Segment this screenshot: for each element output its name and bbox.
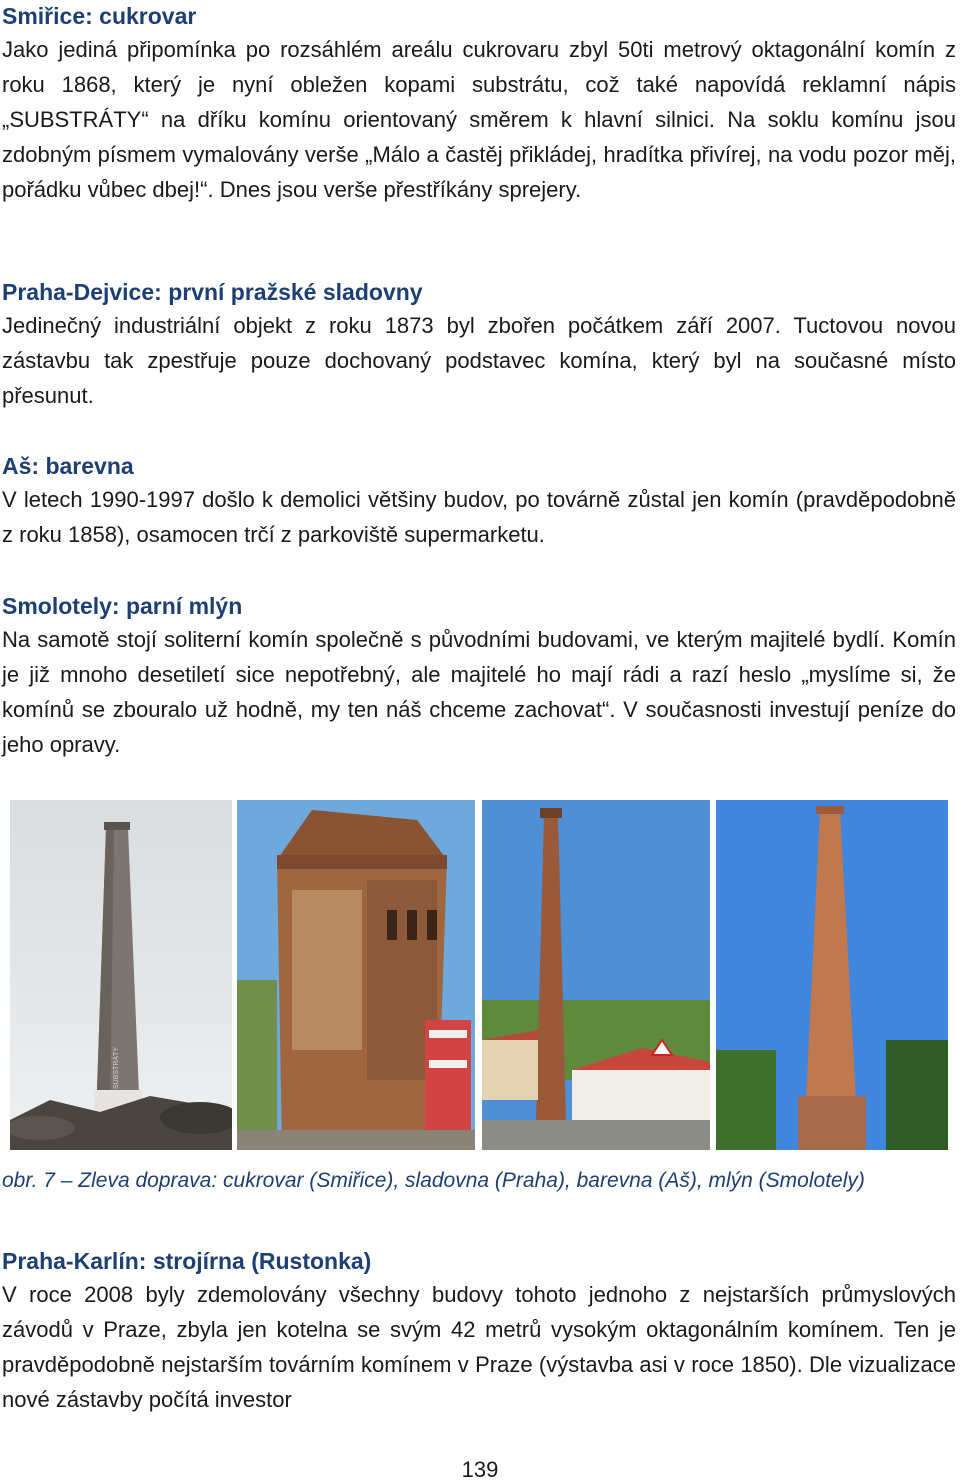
section-text: Jako jediná připomínka po rozsáhlém areálu cukrovaru zbyl 50ti metrový oktagonální komín z roku 1868, který je nyní obležen kopami substrátu, což také napovídá reklamní nápis „SUBSTRÁTY“ na dříku komínu orientovaný směrem k hlavní silnici. Na soklu komínu jsou zdobným písmem vymalovány verše „Málo a častěj přikládej, hradítka přivírej, na vodu pozor měj, pořádku vůbec dbej!“. Dnes jsou verše přestříkány sprejery. — [2, 37, 956, 202]
section-text: Na samotě stojí soliterní komín společně s původními budovami, ve kterým majitelé bydlí. Komín je již mnoho desetiletí sice nepotřebný, ale majitelé ho mají rádi a razí heslo „myslíme si, že komínů se zbouralo už hodně, my ten náš chceme zachovat“. V současnosti investují peníze do jeho opravy. — [2, 627, 956, 757]
photo-smirice-chimney — [10, 800, 232, 1150]
section-text: Jedinečný industriální objekt z roku 1873 byl zbořen počátkem září 2007. Tuctovou novou zástavbu tak zpestřuje pouze dochovaný podstavec komína, který byl na současné místo přesunut. — [2, 313, 956, 408]
section-heading: Praha-Karlín: strojírna (Rustonka) — [2, 1248, 372, 1274]
section-praha-dejvice — [2, 276, 956, 413]
section-text: V letech 1990-1997 došlo k demolici většiny budov, po továrně zůstal jen komín (pravděpodobně z roku 1858), osamocen trčí z parkoviště supermarketu. — [2, 487, 956, 547]
section-smirice — [2, 0, 956, 207]
figure-caption: obr. 7 – Zleva doprava: cukrovar (Smiřice), sladovna (Praha), barevna (Aš), mlýn (Smolotely) — [2, 1169, 865, 1192]
section-as — [2, 450, 956, 552]
section-smolotely — [2, 590, 956, 762]
section-praha-karlin — [2, 1245, 956, 1417]
section-heading: Praha-Dejvice: první pražské sladovny — [2, 279, 423, 305]
photo-as-chimney — [482, 800, 710, 1150]
section-heading: Smolotely: parní mlýn — [2, 593, 243, 619]
photo-praha-chimney-base — [237, 800, 475, 1150]
photo-smolotely-chimney — [716, 800, 948, 1150]
photo-sign-text: SUBSTRÁTY — [113, 1046, 120, 1090]
section-text: V roce 2008 byly zdemolovány všechny budovy tohoto jednoho z nejstarších průmyslových závodů v Praze, zbyla jen kotelna se svým 42 metrů vysokým oktagonálním komínem. Ten je pravděpodobně nejstarším továrním komínem v Praze (výstavba asi v roce 1850). Dle vizualizace nové zástavby počítá investor — [2, 1282, 956, 1412]
section-heading: Smiřice: cukrovar — [2, 3, 197, 29]
section-heading: Aš: barevna — [2, 453, 134, 479]
page-number: 139 — [461, 1457, 499, 1482]
photo-strip — [0, 800, 960, 1152]
